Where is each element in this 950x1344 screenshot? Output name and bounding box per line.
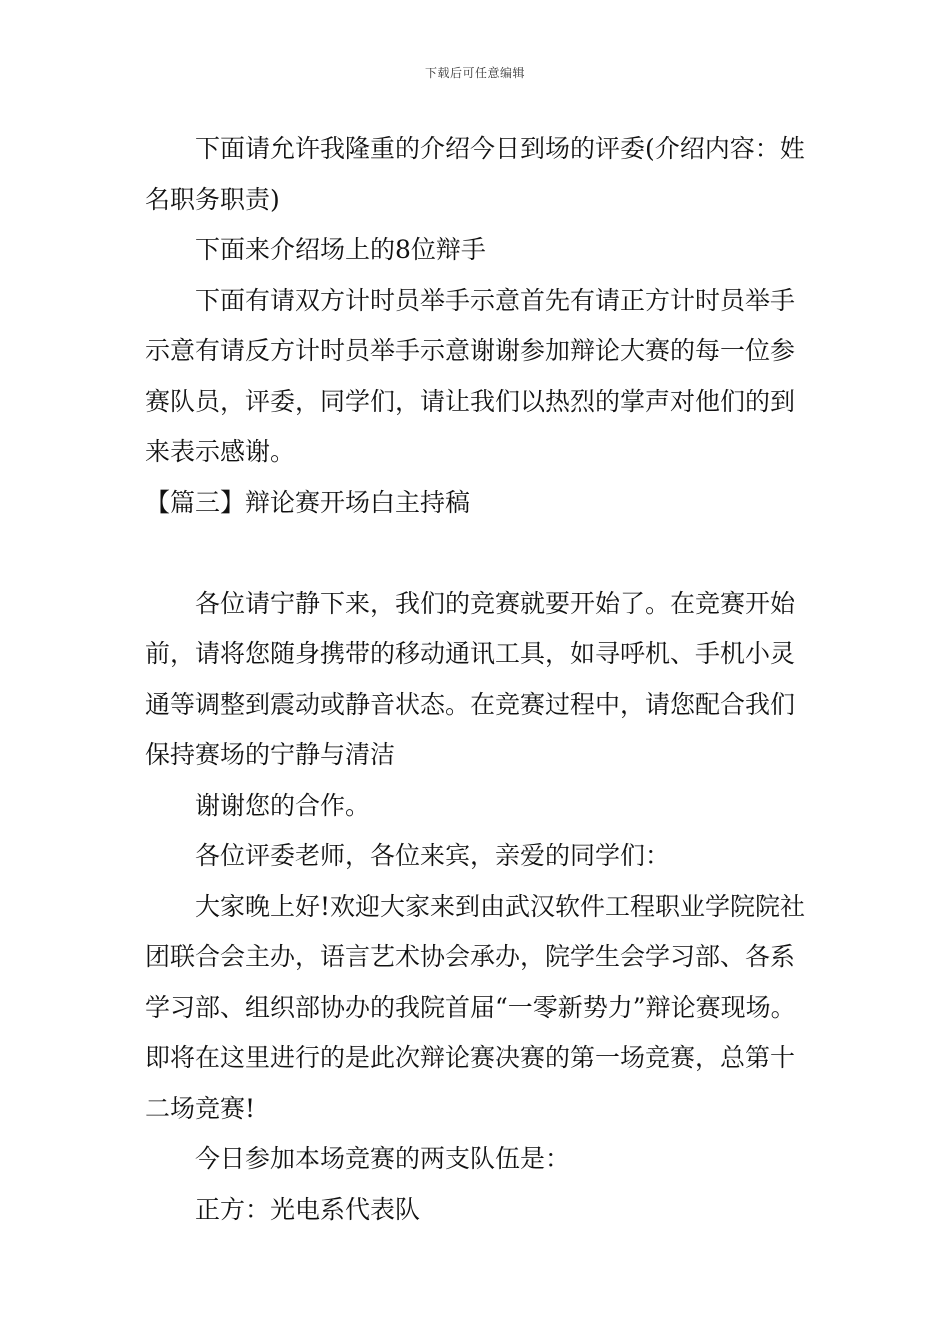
paragraph-debaters-intro: 下面来介绍场上的8位辩手: [195, 235, 486, 264]
paragraph-judges-intro: 下面请允许我隆重的介绍今日到场的评委(介绍内容：姓名职务职责): [145, 134, 805, 214]
blank-line: [145, 528, 810, 579]
paragraph-greeting: 各位评委老师，各位来宾，亲爱的同学们：: [195, 841, 671, 870]
paragraph-timekeepers: 下面有请双方计时员举手示意首先有请正方计时员举手示意有请反方计时员举手示意谢谢参加辩论大赛的每一位参赛队员，评委，同学们，请让我们以热烈的掌声对他们的到来表示感谢。: [145, 285, 796, 466]
paragraph-quiet-please: 各位请宁静下来，我们的竞赛就要开始了。在竞赛开始前，请将您随身携带的移动通讯工具，如寻呼机、手机小灵通等调整到震动或静音状态。在竞赛过程中，请您配合我们保持赛场的宁静与清洁: [145, 588, 796, 769]
page-header: 下载后可任意编辑: [424, 66, 525, 80]
paragraph-thanks: 谢谢您的合作。: [195, 790, 371, 820]
document-body: [145, 124, 810, 1235]
section-heading: 【篇三】辩论赛开场白主持稿: [145, 487, 471, 517]
paragraph-teams-intro: 今日参加本场竞赛的两支队伍是：: [195, 1144, 571, 1173]
paragraph-affirmative-team: 正方：光电系代表队: [195, 1194, 421, 1224]
paragraph-welcome: 大家晚上好!欢迎大家来到由武汉软件工程职业学院院社团联合会主办，语言艺术协会承办，院学生会学习部、各系学习部、组织部协办的我院首届“一零新势力”辩论赛现场。即将在这里进行的是此次辩论赛决赛的第一场竞赛，总第十二场竞赛!: [145, 891, 806, 1123]
